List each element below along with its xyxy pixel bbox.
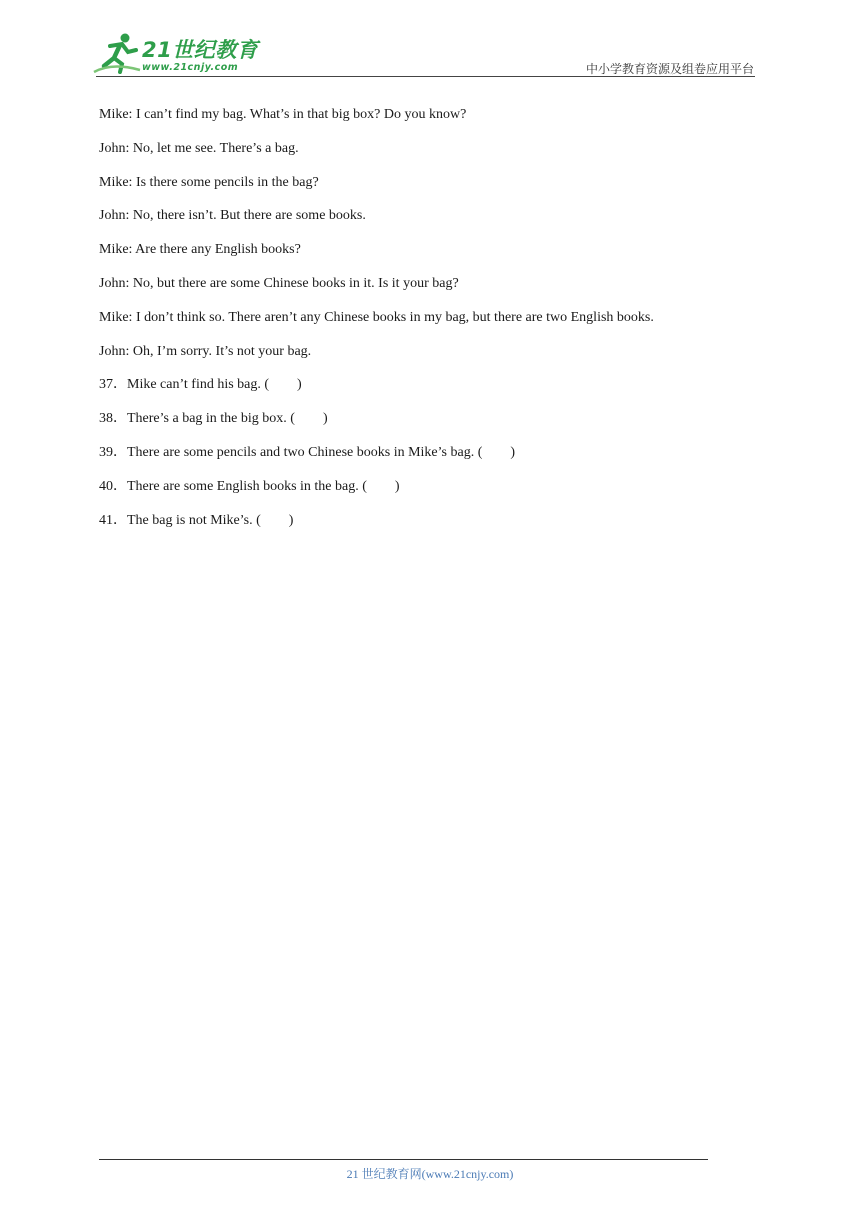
question-number: 40． [99, 478, 127, 494]
dialogue-line: Mike: I don’t think so. There aren’t any Chinese books in my bag, but there are two English books. [99, 309, 654, 325]
runner-logo-icon [92, 32, 142, 76]
question-text: Mike can’t find his bag. ( ) [127, 377, 302, 393]
dialogue-line: John: No, let me see. There’s a bag. [99, 140, 299, 156]
logo-subtext: www.21cnjy.com [142, 62, 239, 73]
page-content [99, 106, 779, 545]
question-item [99, 512, 779, 529]
question-number: 38． [99, 411, 127, 427]
dialogue-line: Mike: Is there some pencils in the bag? [99, 174, 319, 190]
question-number: 41． [99, 512, 127, 528]
dialogue-line: John: No, but there are some Chinese books in it. Is it your bag? [99, 275, 459, 291]
page-header [0, 0, 860, 80]
question-item [99, 478, 779, 495]
header-platform-title: 中小学教育资源及组卷应用平台 [585, 62, 754, 76]
dialogue-line: John: No, there isn’t. But there are some books. [99, 208, 366, 224]
footer-text: 21 世纪教育网(www.21cnjy.com) [346, 1167, 514, 1181]
question-number: 39． [99, 444, 127, 460]
question-text: There are some pencils and two Chinese books in Mike’s bag. ( ) [127, 444, 516, 460]
question-text: The bag is not Mike’s. ( ) [127, 512, 294, 528]
question-text: There are some English books in the bag. ( ) [127, 478, 400, 494]
question-item [99, 376, 779, 393]
dialogue-line: John: Oh, I’m sorry. It’s not your bag. [99, 343, 312, 359]
dialogue-line: Mike: I can’t find my bag. What’s in that big box? Do you know? [99, 107, 467, 122]
question-item [99, 410, 779, 427]
logo-text: 21世纪教育 [142, 38, 259, 62]
footer-divider [99, 1159, 708, 1160]
header-divider [96, 76, 755, 77]
dialogue-line: Mike: Are there any English books? [99, 242, 301, 258]
question-item [99, 444, 779, 461]
question-text: There’s a bag in the big box. ( ) [127, 411, 328, 427]
question-number: 37． [99, 377, 127, 393]
logo [92, 32, 262, 76]
